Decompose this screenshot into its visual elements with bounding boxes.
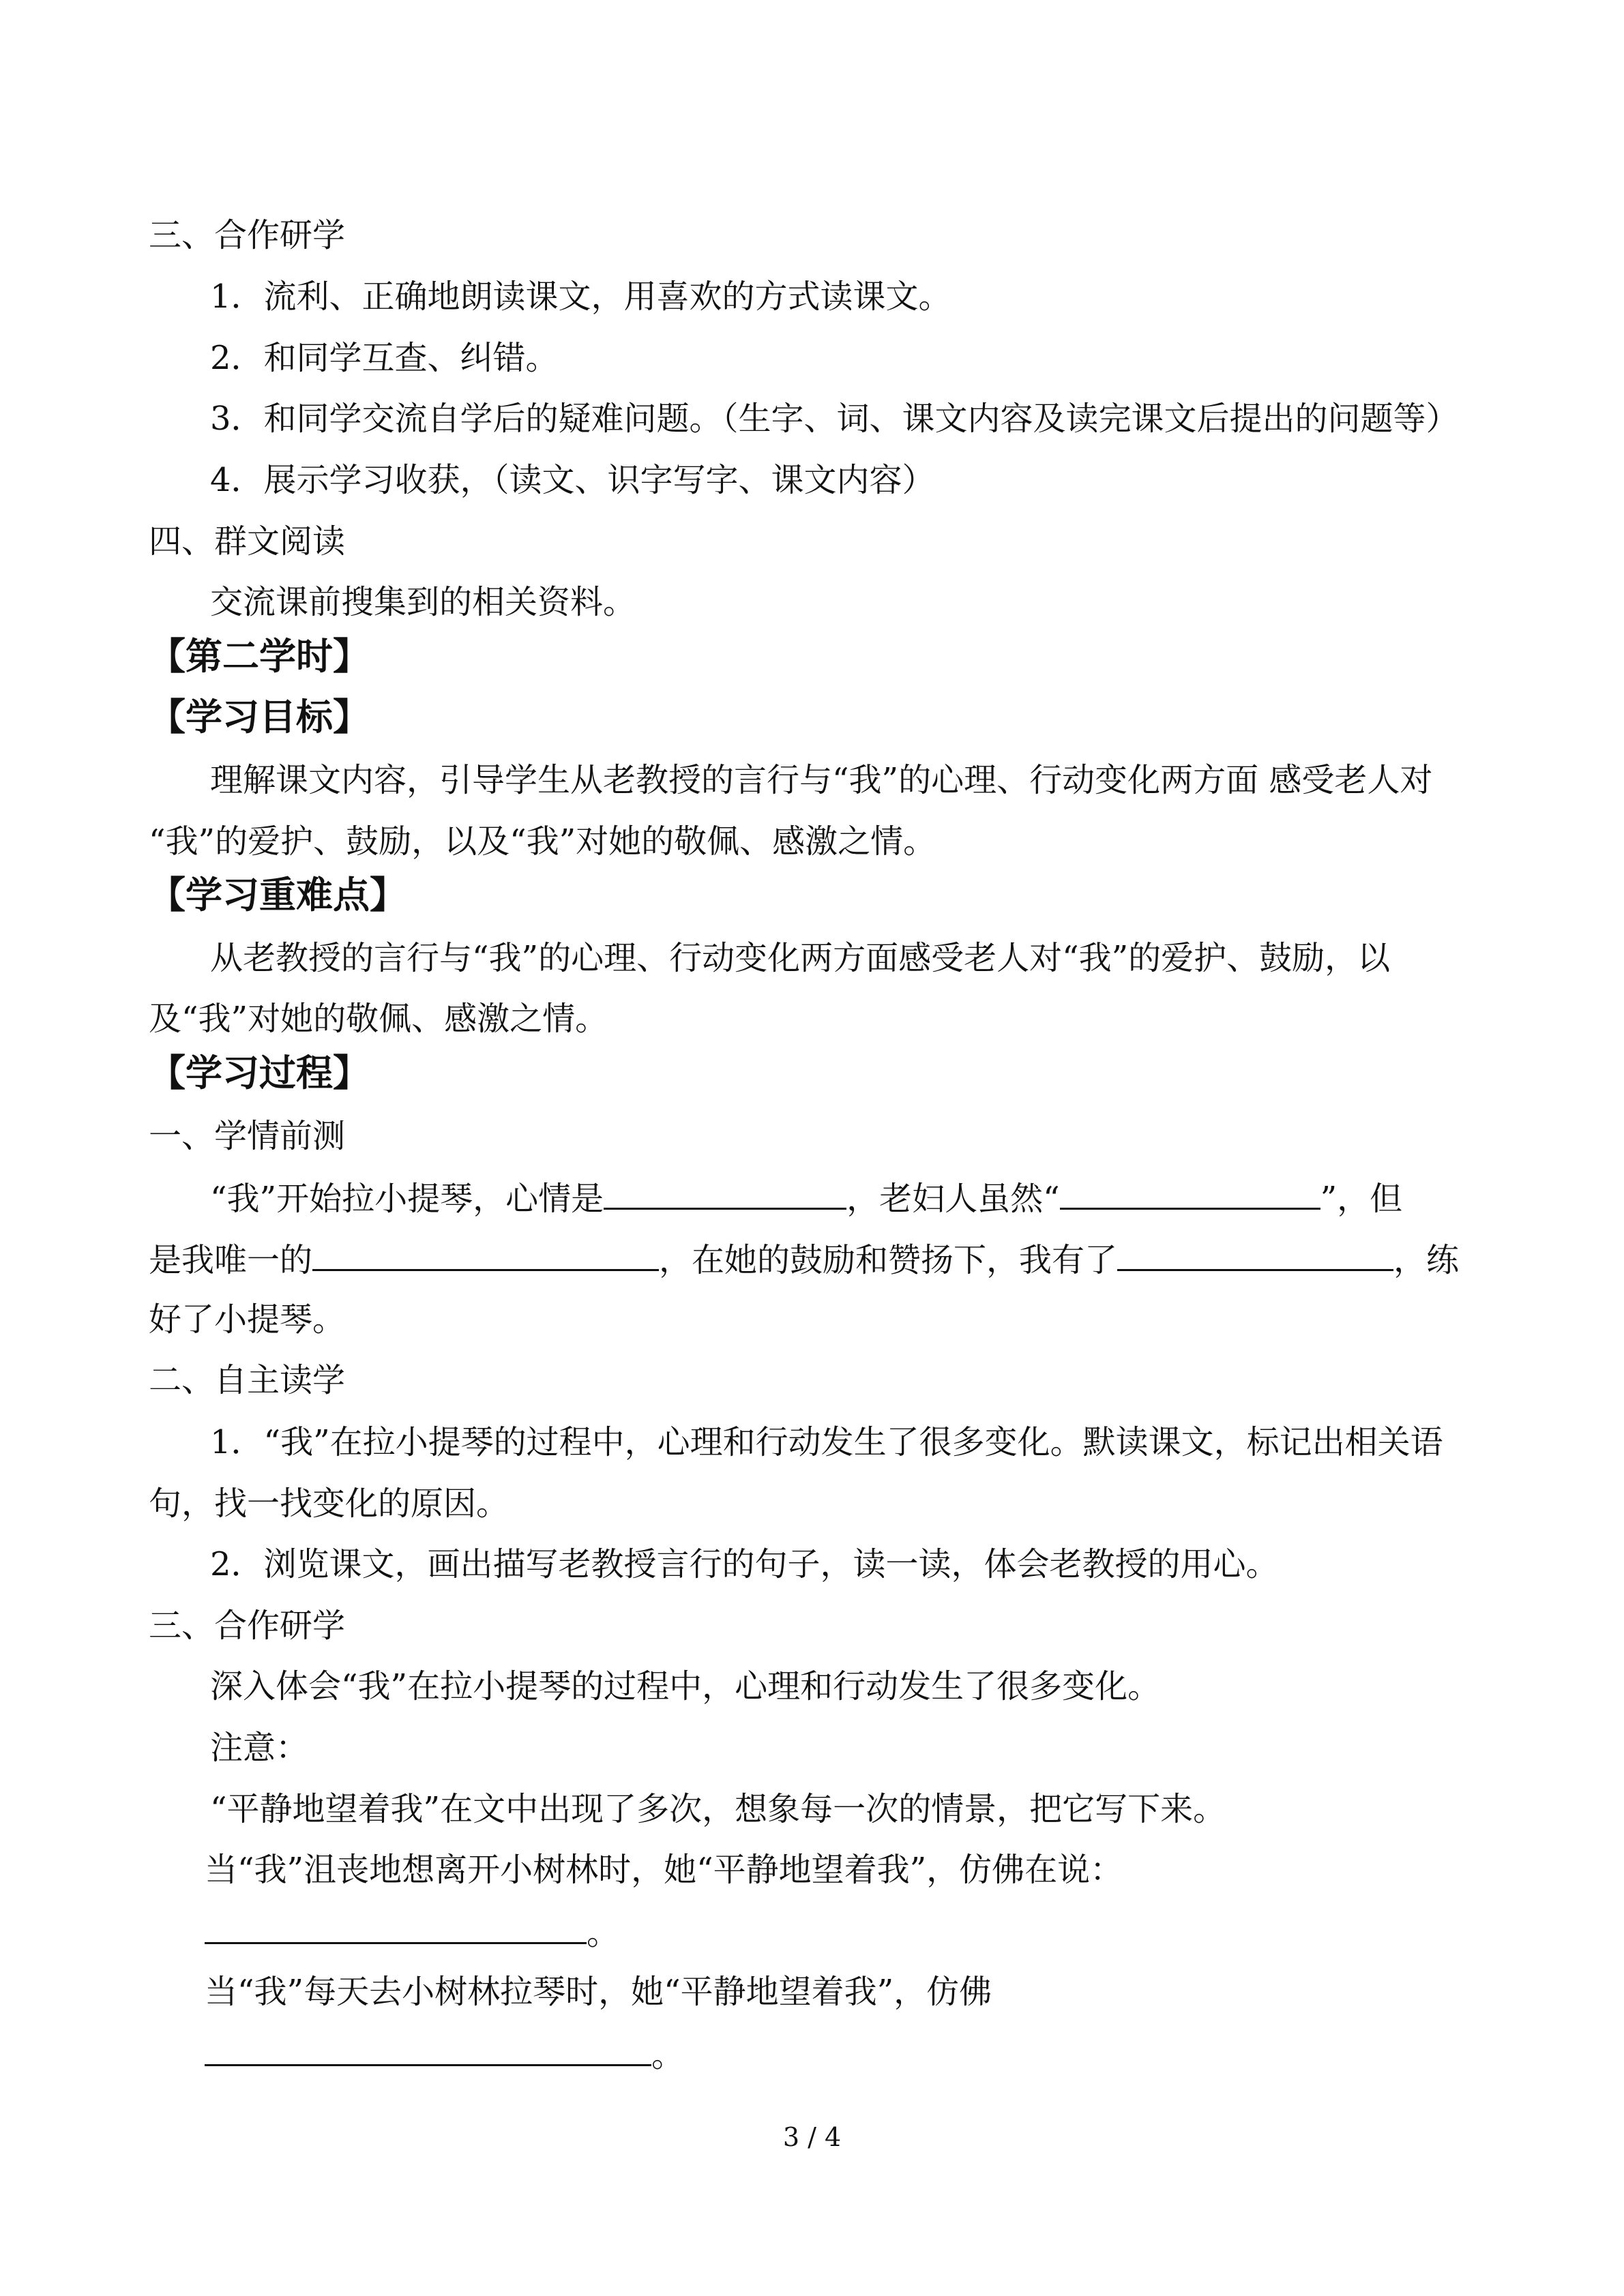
section-4-text: 交流课前搜集到的相关资料。: [210, 583, 636, 621]
pretest-text: “我”开始拉小提琴，心情是: [210, 1180, 604, 1218]
pretest-title: 一、学情前测: [149, 1117, 346, 1155]
key-points-line-2: 及“我”对她的敬佩、感激之情。: [149, 1000, 608, 1038]
fill-blank-mood[interactable]: [604, 1176, 846, 1210]
section-3-item-2: 2．和同学互查、纠错。: [210, 339, 559, 377]
cooperative-note: 注意：: [210, 1729, 309, 1767]
section-3-title: 三、合作研学: [149, 216, 346, 254]
pretest-text: 是我唯一的: [149, 1241, 313, 1279]
fill-blank-gain[interactable]: [1117, 1238, 1393, 1271]
fill-blank-case-1[interactable]: [205, 1911, 587, 1944]
cooperative-title: 三、合作研学: [149, 1607, 346, 1645]
cooperative-text: 深入体会“我”在拉小提琴的过程中，心理和行动发生了很多变化。: [210, 1667, 1161, 1705]
cooperative-quote: “平静地望着我”在文中出现了多次，想象每一次的情景，把它写下来。: [210, 1790, 1226, 1828]
section-4-title: 四、群文阅读: [149, 522, 346, 561]
key-points-heading: 【学习重难点】: [149, 874, 407, 916]
pretest-text: ，老妇人虽然“: [846, 1180, 1060, 1218]
case-1-answer-line: [205, 1911, 619, 1954]
section-3-item-3: 3．和同学交流自学后的疑难问题。（生字、词、课文内容及读完课文后提出的问题等）: [210, 400, 1459, 438]
self-study-item-1-line-1: 1．“我”在拉小提琴的过程中，心理和行动发生了很多变化。默读课文，标记出相关语: [210, 1423, 1443, 1461]
self-study-title: 二、自主读学: [149, 1361, 346, 1399]
fill-blank-only[interactable]: [312, 1238, 659, 1271]
self-study-item-2: 2．浏览课文，画出描写老教授言行的句子，读一读，体会老教授的用心。: [210, 1545, 1279, 1583]
section-3-item-1: 1．流利、正确地朗读课文，用喜欢的方式读课文。: [210, 278, 951, 316]
case-2-text: 当“我”每天去小树林拉琴时，她“平静地望着我”，仿佛: [205, 1973, 992, 2011]
case-2-period: 。: [651, 2036, 685, 2074]
self-study-item-1-line-2: 句，找一找变化的原因。: [149, 1485, 510, 1523]
section-3-item-4: 4．展示学习收获，（读文、识字写字、课文内容）: [210, 461, 935, 499]
pretest-text: ，在她的鼓励和赞扬下，我有了: [659, 1241, 1118, 1279]
pretest-line-1: [210, 1176, 1402, 1219]
goal-text-line-1: 理解课文内容，引导学生从老教授的言行与“我”的心理、行动变化两方面 感受老人对: [210, 761, 1433, 799]
key-points-line-1: 从老教授的言行与“我”的心理、行动变化两方面感受老人对“我”的爱护、鼓励，以: [210, 939, 1391, 977]
pretest-line-2: [149, 1238, 1459, 1281]
pretest-text: ”，但: [1320, 1180, 1403, 1218]
case-2-answer-line: [205, 2033, 684, 2076]
pretest-line-3: 好了小提琴。: [149, 1300, 346, 1339]
lesson-2-heading: 【第二学时】: [149, 635, 370, 678]
case-1-text: 当“我”沮丧地想离开小树林时，她“平静地望着我”，仿佛在说：: [205, 1851, 1123, 1889]
process-heading: 【学习过程】: [149, 1052, 370, 1094]
goal-text-line-2: “我”的爱护、鼓励，以及“我”对她的敬佩、感激之情。: [149, 822, 936, 861]
pretest-text: ，练: [1393, 1241, 1460, 1279]
goal-heading: 【学习目标】: [149, 696, 370, 739]
fill-blank-quote[interactable]: [1060, 1176, 1320, 1210]
case-1-period: 。: [587, 1914, 620, 1952]
page-number: 3 / 4: [782, 2122, 842, 2152]
fill-blank-case-2[interactable]: [205, 2033, 651, 2066]
